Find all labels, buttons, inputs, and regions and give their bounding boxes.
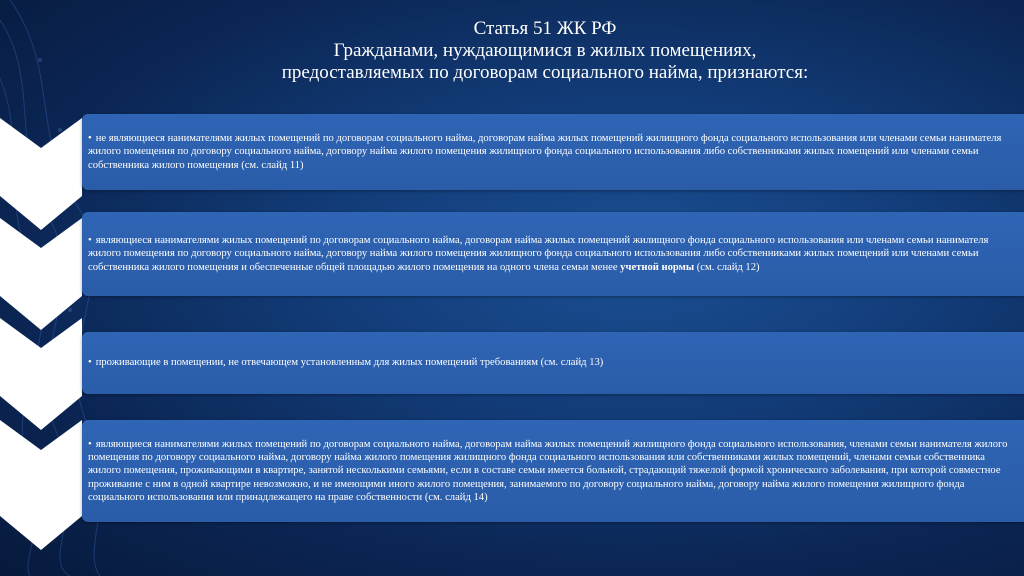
title-heading-line-1: Гражданами, нуждающимися в жилых помещениях, bbox=[333, 40, 757, 61]
criteria-text-4 bbox=[88, 438, 1014, 504]
chevron-arrow-icon bbox=[0, 218, 82, 330]
criteria-panel-2 bbox=[82, 212, 1024, 296]
criteria-panel-3 bbox=[82, 332, 1024, 394]
term-accounting-norm: учетной нормы bbox=[620, 261, 695, 273]
criteria-body: являющиеся нанимателями жилых помещений по договорам социального найма, договорам найма жилых помещений жилищного фонда социального использования или членами семьи нанимателя жилого помещения по договору социального найма, договору найма жилого помещения жилищного фонда социального использования либо собственниками жилых помещений или членами семьи собственника жилого помещения и обеспеченные общей площадью жилого помещения на одного члена семьи менее bbox=[88, 235, 989, 273]
chevron-arrow-icon bbox=[0, 118, 82, 230]
bullet: • bbox=[88, 357, 92, 369]
criteria-body: являющиеся нанимателями жилых помещений по договорам социального найма, договорам найма жилых помещений жилищного фонда социального использования, членами семьи нанимателя жилого помещения по договору социального найма, договору найма жилого помещения жилищного фонда социального использования или собственниками жилых помещений, членами семьи собственника жилого помещения, проживающими в квартире, занятой несколькими семьями, если в составе семьи имеется больной, страдающий тяжелой формой хронического заболевания, при которой совместное проживание с ним в одной квартире невозможно, и не имеющими иного жилого помещения, занимаемого по договору социального найма, договору найма жилого помещения жилищного фонда социального использования или принадлежащего на праве собственности (см. слайд 14) bbox=[88, 438, 1008, 503]
title-block bbox=[180, 18, 910, 84]
criteria-panel-1 bbox=[82, 114, 1024, 190]
chevron-arrow-icon bbox=[0, 318, 82, 430]
bullet: • bbox=[88, 235, 92, 247]
criteria-reference: (см. слайд 12) bbox=[694, 261, 760, 273]
title-heading-line-2: предоставляемых по договорам социального найма, признаются: bbox=[281, 62, 809, 83]
criteria-text-1 bbox=[88, 132, 1014, 172]
bullet: • bbox=[88, 133, 92, 145]
criteria-body: не являющиеся нанимателями жилых помещений по договорам социального найма, договорам найма жилых помещений жилищного фонда социального использования или членами семьи нанимателя жилого помещения по договору социального найма, договору найма жилого помещения жилищного фонда социального использования либо собственниками жилых помещений или членами семьи собственника жилого помещения (см. слайд 11) bbox=[88, 133, 1002, 171]
bullet: • bbox=[88, 438, 92, 450]
criteria-text-3 bbox=[88, 356, 603, 369]
criteria-body: проживающие в помещении, не отвечающем установленным для жилых помещений требованиям (см. слайд 13) bbox=[95, 357, 604, 369]
criteria-text-2 bbox=[88, 234, 1014, 274]
title-article: Статья 51 ЖК РФ bbox=[473, 18, 617, 39]
chevron-arrow-icon bbox=[0, 420, 82, 550]
criteria-panel-4 bbox=[82, 420, 1024, 522]
